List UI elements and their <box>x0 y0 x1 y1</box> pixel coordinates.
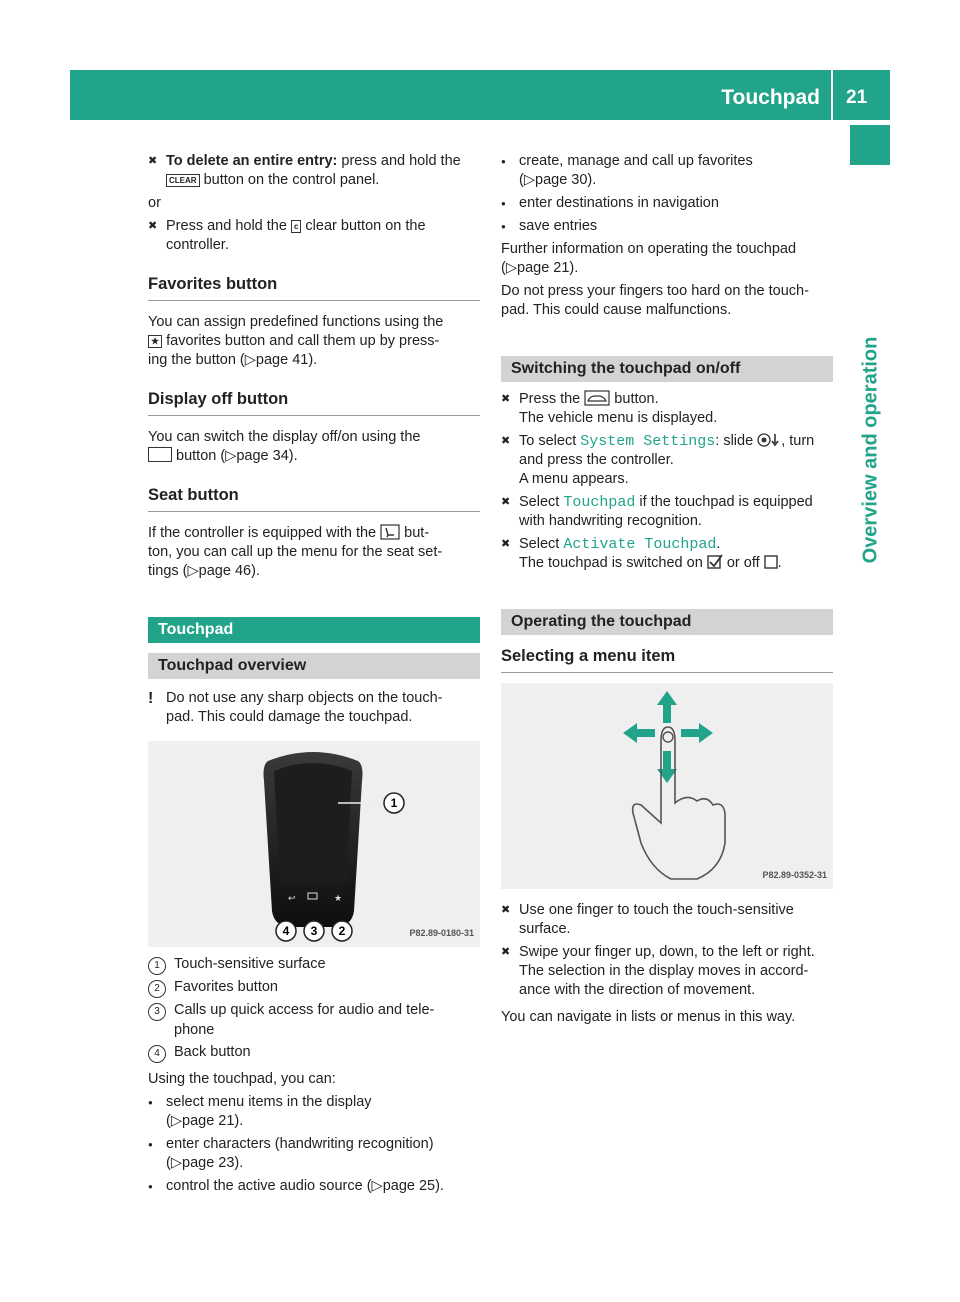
bullet-icon: ● <box>148 1140 153 1149</box>
svg-text:3: 3 <box>310 924 318 938</box>
touchpad-figure <box>148 741 480 947</box>
step-touch-surface: ✖ Use one finger to touch the touch-sensitive surface. <box>501 902 794 937</box>
bullet-item: ● create, manage and call up favorites (▷page 30). <box>501 153 753 188</box>
controller-slide-down-icon <box>757 433 781 447</box>
selecting-menu-item-heading: Selecting a menu item <box>501 645 833 673</box>
swipe-gesture-illustration <box>501 683 833 889</box>
switching-band: Switching the touchpad on/off <box>501 356 833 382</box>
bullet-icon: ● <box>501 157 506 166</box>
svg-text:★: ★ <box>334 893 343 903</box>
side-chapter-label: Overview and operation <box>859 336 882 564</box>
legend-item: 2 Favorites button <box>148 978 480 998</box>
page-ref-arrow-icon: ▷ <box>225 448 237 464</box>
display-key-icon <box>148 447 172 462</box>
step-arrow-icon: ✖ <box>501 904 511 916</box>
favorites-heading: Favorites button <box>148 273 480 301</box>
right-column <box>501 152 833 1027</box>
bullet-item: ● control the active audio source (▷page 25). <box>148 1178 444 1194</box>
warning-note: ! Do not use any sharp objects on the touch- pad. This could damage the touchpad. <box>148 690 443 725</box>
favorites-paragraph: You can assign predefined functions using the ★ favorites button and call them up by press- ing the button (▷page 41). <box>148 314 444 368</box>
figure-code: P82.89-0352-31 <box>762 870 827 880</box>
touchpad-overview-band: Touchpad overview <box>148 653 480 679</box>
figure-code: P82.89-0180-31 <box>409 928 474 938</box>
page-title: Touchpad <box>721 86 820 109</box>
checkbox-unchecked-icon <box>764 555 778 569</box>
activate-touchpad-menu-text: Activate Touchpad <box>563 536 717 553</box>
or-text: or <box>148 195 161 211</box>
legend-item: 1 Touch-sensitive surface <box>148 955 480 975</box>
page-ref-arrow-icon: ▷ <box>187 563 199 579</box>
bullet-item: ● save entries <box>501 218 598 234</box>
legend-item: 4 Back button <box>148 1043 480 1063</box>
step-arrow-icon: ✖ <box>501 393 511 405</box>
bullet-item: ● enter characters (handwriting recognition) (▷page 23). <box>148 1136 434 1171</box>
header-divider <box>831 70 833 120</box>
seat-heading: Seat button <box>148 484 480 512</box>
swipe-figure <box>501 683 833 889</box>
c-key-icon: c <box>291 220 301 233</box>
bullet-item: ● enter destinations in navigation <box>501 195 719 211</box>
vehicle-key-icon <box>584 390 610 406</box>
using-paragraph: Using the touchpad, you can: <box>148 1071 336 1087</box>
step-arrow-icon: ✖ <box>501 496 511 508</box>
bullet-icon: ● <box>501 222 506 231</box>
system-settings-menu-text: System Settings <box>580 433 716 450</box>
svg-text:4: 4 <box>282 924 290 938</box>
step-arrow-icon: ✖ <box>148 155 158 167</box>
navigate-paragraph: You can navigate in lists or menus in this way. <box>501 1009 796 1025</box>
svg-text:1: 1 <box>390 796 398 810</box>
side-tab-block <box>850 125 890 165</box>
step-arrow-icon: ✖ <box>148 220 158 232</box>
touchpad-illustration <box>148 741 480 947</box>
page-ref-arrow-icon: ▷ <box>170 1113 182 1129</box>
page-ref-arrow-icon: ▷ <box>170 1155 182 1171</box>
svg-text:2: 2 <box>338 924 346 938</box>
legend-item: 3 Calls up quick access for audio and tele- phone <box>148 1001 480 1040</box>
further-info-paragraph: Further information on operating the touchpad (▷page 21). <box>501 241 797 276</box>
step-activate-touchpad: ✖ Select Activate Touchpad. The touchpad is switched on or off . <box>501 536 782 571</box>
step-press-vehicle: ✖ Press the button. The vehicle menu is displayed. <box>501 391 718 426</box>
page-number: 21 <box>846 87 868 108</box>
page-ref-arrow-icon: ▷ <box>523 172 535 188</box>
step-swipe: ✖ Swipe your finger up, down, to the left or right. The selection in the display moves in accord- ance with the direction of movement. <box>501 944 815 998</box>
seat-key-icon <box>380 524 400 540</box>
touchpad-menu-text: Touchpad <box>563 494 636 511</box>
operating-band: Operating the touchpad <box>501 609 833 635</box>
step-arrow-icon: ✖ <box>501 946 511 958</box>
step-arrow-icon: ✖ <box>501 538 511 550</box>
display-off-heading: Display off button <box>148 388 480 416</box>
bullet-icon: ● <box>148 1098 153 1107</box>
legend-list <box>148 955 480 1063</box>
svg-text:↩: ↩ <box>288 893 296 903</box>
bullet-item: ● select menu items in the display (▷page 21). <box>148 1094 372 1129</box>
step-delete-entry: ✖ To delete an entire entry: press and hold the CLEAR button on the control panel. <box>148 153 461 188</box>
bullet-icon: ● <box>501 199 506 208</box>
page-ref-arrow-icon: ▷ <box>505 260 517 276</box>
page-ref-arrow-icon: ▷ <box>244 352 256 368</box>
clear-key-icon: CLEAR <box>166 174 200 187</box>
left-column <box>148 152 480 1196</box>
step-press-hold: ✖ Press and hold the c clear button on the controller. <box>148 218 426 253</box>
step-arrow-icon: ✖ <box>501 435 511 447</box>
display-off-paragraph: You can switch the display off/on using the button (▷page 34). <box>148 429 421 464</box>
step-system-settings: ✖ To select System Settings: slide , turn and press the controller. A menu appears. <box>501 433 815 487</box>
touchpad-section-band: Touchpad <box>148 617 480 643</box>
seat-paragraph: If the controller is equipped with the but- ton, you can call up the menu for the seat set- tings (▷page 46). <box>148 525 443 579</box>
checkbox-checked-icon <box>707 554 723 570</box>
page-ref-arrow-icon: ▷ <box>371 1178 383 1194</box>
step-select-touchpad: ✖ Select Touchpad if the touchpad is equipped with handwriting recognition. <box>501 494 813 529</box>
star-key-icon: ★ <box>148 335 162 348</box>
warning-icon: ! <box>148 690 154 707</box>
bullet-icon: ● <box>148 1182 153 1191</box>
caution-paragraph: Do not press your fingers too hard on the touch- pad. This could cause malfunctions. <box>501 283 809 318</box>
